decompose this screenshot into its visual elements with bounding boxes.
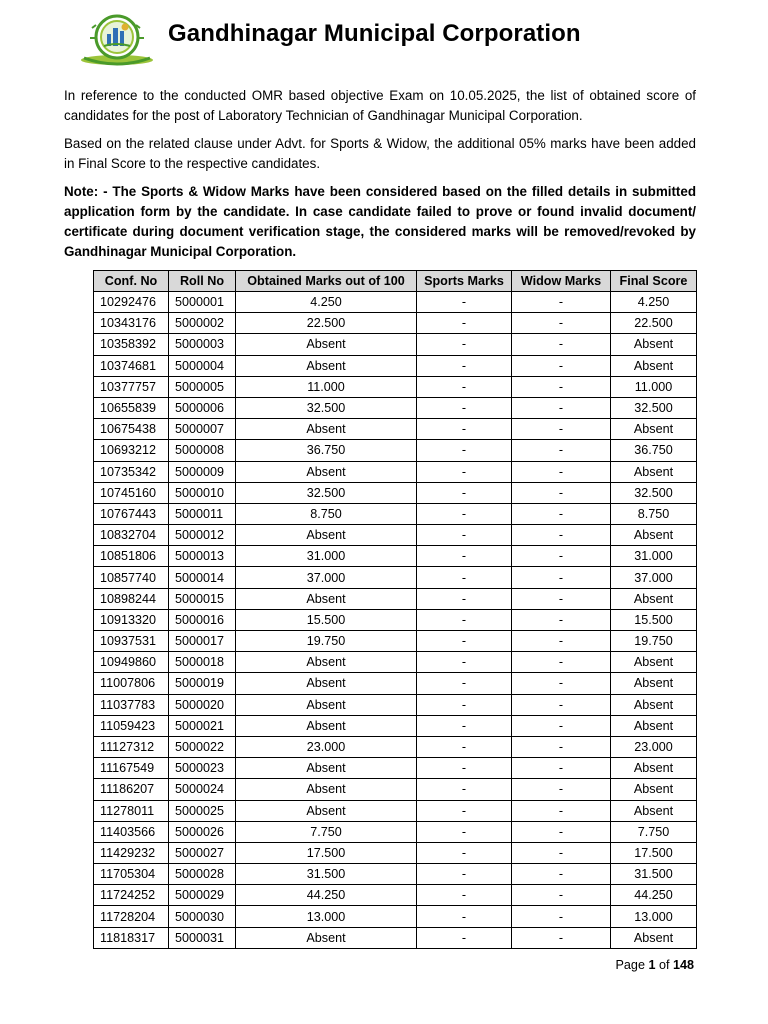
roll-no-cell: 5000012 xyxy=(169,525,236,546)
conf-no-cell: 10898244 xyxy=(94,588,169,609)
table-row xyxy=(94,906,697,927)
obtained-marks-cell: Absent xyxy=(236,779,417,800)
obtained-marks-cell: 8.750 xyxy=(236,503,417,524)
conf-no-cell: 10655839 xyxy=(94,397,169,418)
obtained-marks-cell: Absent xyxy=(236,673,417,694)
roll-no-cell: 5000024 xyxy=(169,779,236,800)
roll-no-cell: 5000027 xyxy=(169,842,236,863)
sports-marks-cell: - xyxy=(417,885,512,906)
sports-marks-cell: - xyxy=(417,800,512,821)
roll-no-cell: 5000028 xyxy=(169,864,236,885)
widow-marks-cell: - xyxy=(512,694,611,715)
widow-marks-cell: - xyxy=(512,609,611,630)
final-score-cell: 7.750 xyxy=(611,821,697,842)
roll-no-cell: 5000020 xyxy=(169,694,236,715)
sports-marks-cell: - xyxy=(417,440,512,461)
conf-no-cell: 11186207 xyxy=(94,779,169,800)
conf-no-cell: 11127312 xyxy=(94,736,169,757)
widow-marks-cell: - xyxy=(512,673,611,694)
roll-no-cell: 5000014 xyxy=(169,567,236,588)
roll-no-cell: 5000018 xyxy=(169,652,236,673)
widow-marks-cell: - xyxy=(512,482,611,503)
obtained-marks-cell: Absent xyxy=(236,525,417,546)
sports-marks-cell: - xyxy=(417,715,512,736)
conf-no-cell: 10832704 xyxy=(94,525,169,546)
table-row xyxy=(94,482,697,503)
roll-no-cell: 5000025 xyxy=(169,800,236,821)
roll-no-cell: 5000023 xyxy=(169,758,236,779)
obtained-marks-cell: 23.000 xyxy=(236,736,417,757)
table-row xyxy=(94,567,697,588)
final-score-cell: Absent xyxy=(611,588,697,609)
table-row xyxy=(94,715,697,736)
widow-marks-cell: - xyxy=(512,397,611,418)
sports-marks-cell: - xyxy=(417,609,512,630)
widow-marks-cell: - xyxy=(512,546,611,567)
final-score-cell: Absent xyxy=(611,355,697,376)
obtained-marks-cell: 11.000 xyxy=(236,376,417,397)
sports-marks-cell: - xyxy=(417,588,512,609)
table-header-row xyxy=(94,271,697,292)
sports-marks-cell: - xyxy=(417,694,512,715)
column-header-conf-no: Conf. No xyxy=(94,271,169,292)
conf-no-cell: 11429232 xyxy=(94,842,169,863)
sports-marks-cell: - xyxy=(417,525,512,546)
obtained-marks-cell: 17.500 xyxy=(236,842,417,863)
widow-marks-cell: - xyxy=(512,440,611,461)
conf-no-cell: 11037783 xyxy=(94,694,169,715)
column-header-sports-marks: Sports Marks xyxy=(417,271,512,292)
obtained-marks-cell: 4.250 xyxy=(236,292,417,313)
roll-no-cell: 5000007 xyxy=(169,419,236,440)
widow-marks-cell: - xyxy=(512,567,611,588)
obtained-marks-cell: Absent xyxy=(236,588,417,609)
organization-title: Gandhinagar Municipal Corporation xyxy=(168,20,581,47)
obtained-marks-cell: 13.000 xyxy=(236,906,417,927)
conf-no-cell: 10358392 xyxy=(94,334,169,355)
final-score-cell: 22.500 xyxy=(611,313,697,334)
intro-paragraph: In reference to the conducted OMR based objective Exam on 10.05.2025, the list of obtained score of candidates for the post of Laboratory Technician of Gandhinagar Municipal Corporation. xyxy=(64,88,696,123)
roll-no-cell: 5000016 xyxy=(169,609,236,630)
widow-marks-cell: - xyxy=(512,355,611,376)
table-row xyxy=(94,355,697,376)
page-of: of xyxy=(655,958,673,972)
final-score-cell: 32.500 xyxy=(611,482,697,503)
page-indicator xyxy=(616,958,694,972)
widow-marks-cell: - xyxy=(512,419,611,440)
roll-no-cell: 5000005 xyxy=(169,376,236,397)
sports-marks-cell: - xyxy=(417,842,512,863)
final-score-cell: 11.000 xyxy=(611,376,697,397)
conf-no-cell: 10343176 xyxy=(94,313,169,334)
roll-no-cell: 5000001 xyxy=(169,292,236,313)
final-score-cell: Absent xyxy=(611,652,697,673)
obtained-marks-cell: 22.500 xyxy=(236,313,417,334)
obtained-marks-cell: 31.000 xyxy=(236,546,417,567)
obtained-marks-cell: Absent xyxy=(236,694,417,715)
final-score-cell: 4.250 xyxy=(611,292,697,313)
roll-no-cell: 5000008 xyxy=(169,440,236,461)
widow-marks-cell: - xyxy=(512,503,611,524)
table-row xyxy=(94,631,697,652)
obtained-marks-cell: 15.500 xyxy=(236,609,417,630)
table-row xyxy=(94,609,697,630)
conf-no-cell: 11403566 xyxy=(94,821,169,842)
conf-no-cell: 11728204 xyxy=(94,906,169,927)
sports-marks-cell: - xyxy=(417,376,512,397)
table-row xyxy=(94,800,697,821)
obtained-marks-cell: 7.750 xyxy=(236,821,417,842)
conf-no-cell: 10913320 xyxy=(94,609,169,630)
widow-marks-cell: - xyxy=(512,631,611,652)
page-current: 1 xyxy=(648,958,656,972)
widow-marks-cell: - xyxy=(512,927,611,948)
sports-marks-cell: - xyxy=(417,864,512,885)
roll-no-cell: 5000026 xyxy=(169,821,236,842)
roll-no-cell: 5000010 xyxy=(169,482,236,503)
widow-marks-cell: - xyxy=(512,800,611,821)
table-row xyxy=(94,419,697,440)
obtained-marks-cell: Absent xyxy=(236,355,417,376)
roll-no-cell: 5000003 xyxy=(169,334,236,355)
final-score-cell: 19.750 xyxy=(611,631,697,652)
final-score-cell: 37.000 xyxy=(611,567,697,588)
obtained-marks-cell: 37.000 xyxy=(236,567,417,588)
page-prefix: Page xyxy=(615,958,649,972)
roll-no-cell: 5000011 xyxy=(169,503,236,524)
roll-no-cell: 5000006 xyxy=(169,397,236,418)
widow-marks-cell: - xyxy=(512,525,611,546)
conf-no-cell: 10851806 xyxy=(94,546,169,567)
table-row xyxy=(94,736,697,757)
roll-no-cell: 5000022 xyxy=(169,736,236,757)
sports-marks-cell: - xyxy=(417,652,512,673)
final-score-cell: Absent xyxy=(611,758,697,779)
table-row xyxy=(94,376,697,397)
obtained-marks-cell: Absent xyxy=(236,461,417,482)
table-row xyxy=(94,440,697,461)
roll-no-cell: 5000017 xyxy=(169,631,236,652)
conf-no-cell: 10937531 xyxy=(94,631,169,652)
gmc-emblem-icon xyxy=(78,12,156,66)
final-score-cell: Absent xyxy=(611,800,697,821)
conf-no-cell: 10857740 xyxy=(94,567,169,588)
widow-marks-cell: - xyxy=(512,588,611,609)
roll-no-cell: 5000030 xyxy=(169,906,236,927)
sports-marks-cell: - xyxy=(417,821,512,842)
conf-no-cell: 10693212 xyxy=(94,440,169,461)
table-row xyxy=(94,652,697,673)
roll-no-cell: 5000019 xyxy=(169,673,236,694)
widow-marks-cell: - xyxy=(512,864,611,885)
table-row xyxy=(94,313,697,334)
table-row xyxy=(94,334,697,355)
table-row xyxy=(94,461,697,482)
sports-marks-cell: - xyxy=(417,546,512,567)
sports-marks-cell: - xyxy=(417,334,512,355)
obtained-marks-cell: Absent xyxy=(236,715,417,736)
widow-marks-cell: - xyxy=(512,906,611,927)
obtained-marks-cell: Absent xyxy=(236,927,417,948)
sports-marks-cell: - xyxy=(417,631,512,652)
obtained-marks-cell: 31.500 xyxy=(236,864,417,885)
widow-marks-cell: - xyxy=(512,376,611,397)
roll-no-cell: 5000029 xyxy=(169,885,236,906)
conf-no-cell: 10745160 xyxy=(94,482,169,503)
conf-no-cell: 11059423 xyxy=(94,715,169,736)
sports-marks-cell: - xyxy=(417,906,512,927)
conf-no-cell: 11278011 xyxy=(94,800,169,821)
column-header-final-score: Final Score xyxy=(611,271,697,292)
table-row xyxy=(94,821,697,842)
results-table-body xyxy=(94,292,697,949)
widow-marks-cell: - xyxy=(512,736,611,757)
results-table xyxy=(93,270,697,949)
widow-marks-cell: - xyxy=(512,885,611,906)
widow-marks-cell: - xyxy=(512,842,611,863)
conf-no-cell: 11724252 xyxy=(94,885,169,906)
page-total: 148 xyxy=(672,958,694,972)
final-score-cell: 17.500 xyxy=(611,842,697,863)
sports-marks-cell: - xyxy=(417,355,512,376)
roll-no-cell: 5000015 xyxy=(169,588,236,609)
column-header-widow-marks: Widow Marks xyxy=(512,271,611,292)
final-score-cell: 8.750 xyxy=(611,503,697,524)
sports-marks-cell: - xyxy=(417,482,512,503)
obtained-marks-cell: 44.250 xyxy=(236,885,417,906)
obtained-marks-cell: 32.500 xyxy=(236,482,417,503)
final-score-cell: Absent xyxy=(611,715,697,736)
conf-no-cell: 10735342 xyxy=(94,461,169,482)
sports-marks-cell: - xyxy=(417,567,512,588)
sports-marks-cell: - xyxy=(417,673,512,694)
sports-marks-cell: - xyxy=(417,927,512,948)
obtained-marks-cell: 32.500 xyxy=(236,397,417,418)
widow-marks-cell: - xyxy=(512,334,611,355)
roll-no-cell: 5000021 xyxy=(169,715,236,736)
table-row xyxy=(94,503,697,524)
roll-no-cell: 5000013 xyxy=(169,546,236,567)
table-row xyxy=(94,864,697,885)
widow-marks-cell: - xyxy=(512,779,611,800)
sports-marks-cell: - xyxy=(417,779,512,800)
obtained-marks-cell: Absent xyxy=(236,758,417,779)
final-score-cell: Absent xyxy=(611,673,697,694)
sports-marks-cell: - xyxy=(417,397,512,418)
final-score-cell: 32.500 xyxy=(611,397,697,418)
table-row xyxy=(94,758,697,779)
widow-marks-cell: - xyxy=(512,758,611,779)
sports-marks-cell: - xyxy=(417,292,512,313)
widow-marks-cell: - xyxy=(512,715,611,736)
conf-no-cell: 10675438 xyxy=(94,419,169,440)
column-header-roll-no: Roll No xyxy=(169,271,236,292)
final-score-cell: Absent xyxy=(611,461,697,482)
widow-marks-cell: - xyxy=(512,821,611,842)
conf-no-cell: 10767443 xyxy=(94,503,169,524)
sports-marks-cell: - xyxy=(417,313,512,334)
sports-marks-cell: - xyxy=(417,736,512,757)
conf-no-cell: 11818317 xyxy=(94,927,169,948)
widow-marks-cell: - xyxy=(512,313,611,334)
table-row xyxy=(94,842,697,863)
sports-marks-cell: - xyxy=(417,419,512,440)
widow-marks-cell: - xyxy=(512,292,611,313)
final-score-cell: Absent xyxy=(611,779,697,800)
conf-no-cell: 10377757 xyxy=(94,376,169,397)
final-score-cell: 15.500 xyxy=(611,609,697,630)
roll-no-cell: 5000004 xyxy=(169,355,236,376)
conf-no-cell: 10949860 xyxy=(94,652,169,673)
conf-no-cell: 10374681 xyxy=(94,355,169,376)
table-row xyxy=(94,397,697,418)
conf-no-cell: 11167549 xyxy=(94,758,169,779)
note-paragraph: Note: - The Sports & Widow Marks have been considered based on the filled details in submitted application form by the candidate. In case candidate failed to prove or found invalid document/ certificate during document verification stage, the considered marks will be removed/revoked by Gandhinagar Municipal Corporation. xyxy=(64,184,696,259)
final-score-cell: Absent xyxy=(611,419,697,440)
final-score-cell: 31.000 xyxy=(611,546,697,567)
final-score-cell: 23.000 xyxy=(611,736,697,757)
sports-widow-paragraph: Based on the related clause under Advt. for Sports & Widow, the additional 05% marks have been added in Final Score to the respective candidates. xyxy=(64,136,696,171)
roll-no-cell: 5000002 xyxy=(169,313,236,334)
column-header-obtained-marks: Obtained Marks out of 100 xyxy=(236,271,417,292)
table-row xyxy=(94,779,697,800)
table-row xyxy=(94,673,697,694)
final-score-cell: 36.750 xyxy=(611,440,697,461)
final-score-cell: Absent xyxy=(611,927,697,948)
conf-no-cell: 11007806 xyxy=(94,673,169,694)
document-header xyxy=(78,12,698,68)
table-row xyxy=(94,525,697,546)
conf-no-cell: 11705304 xyxy=(94,864,169,885)
obtained-marks-cell: Absent xyxy=(236,652,417,673)
final-score-cell: 31.500 xyxy=(611,864,697,885)
obtained-marks-cell: 19.750 xyxy=(236,631,417,652)
conf-no-cell: 10292476 xyxy=(94,292,169,313)
obtained-marks-cell: 36.750 xyxy=(236,440,417,461)
final-score-cell: Absent xyxy=(611,525,697,546)
sports-marks-cell: - xyxy=(417,503,512,524)
final-score-cell: 44.250 xyxy=(611,885,697,906)
final-score-cell: Absent xyxy=(611,694,697,715)
final-score-cell: 13.000 xyxy=(611,906,697,927)
table-row xyxy=(94,885,697,906)
sports-marks-cell: - xyxy=(417,461,512,482)
widow-marks-cell: - xyxy=(512,461,611,482)
sports-marks-cell: - xyxy=(417,758,512,779)
obtained-marks-cell: Absent xyxy=(236,800,417,821)
widow-marks-cell: - xyxy=(512,652,611,673)
table-row xyxy=(94,927,697,948)
roll-no-cell: 5000009 xyxy=(169,461,236,482)
table-row xyxy=(94,694,697,715)
final-score-cell: Absent xyxy=(611,334,697,355)
table-row xyxy=(94,292,697,313)
roll-no-cell: 5000031 xyxy=(169,927,236,948)
table-row xyxy=(94,588,697,609)
obtained-marks-cell: Absent xyxy=(236,334,417,355)
obtained-marks-cell: Absent xyxy=(236,419,417,440)
table-row xyxy=(94,546,697,567)
